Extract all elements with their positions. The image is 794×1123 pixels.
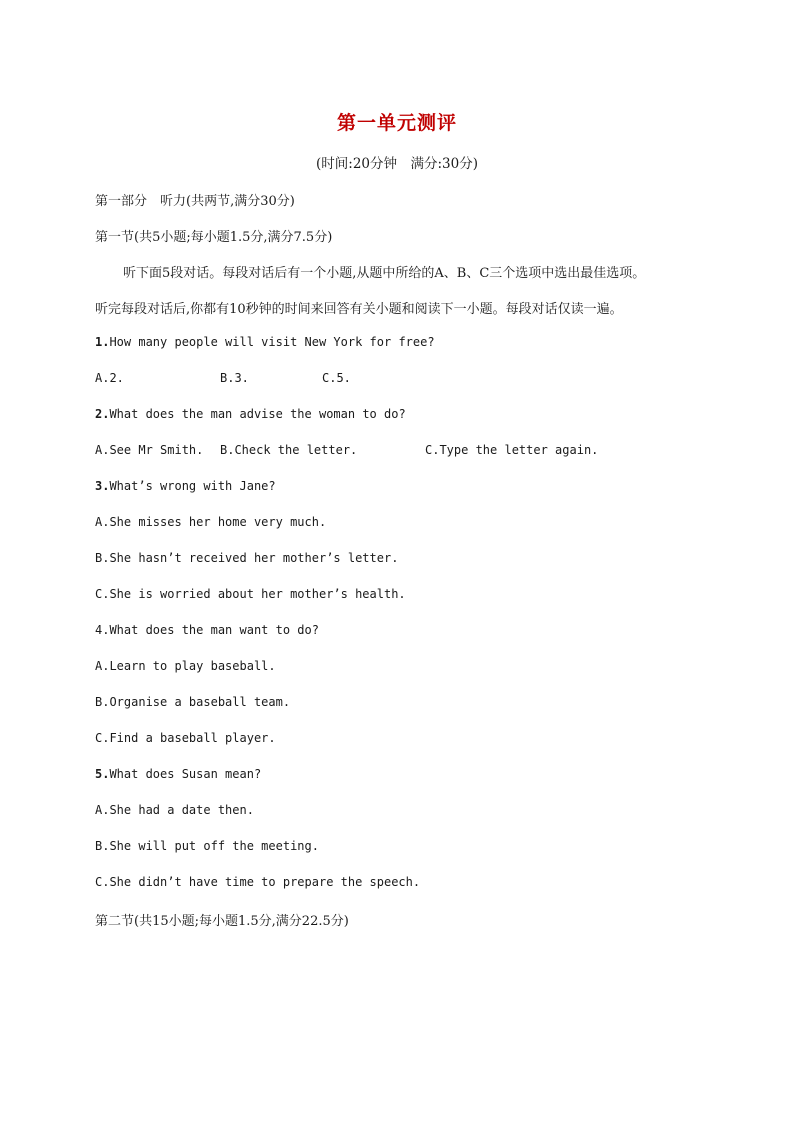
section2-heading: 第二节(共15小题;每小题1.5分,满分22.5分)	[95, 914, 349, 929]
page-title: 第一单元测评	[336, 112, 457, 134]
option-c: C.Type the letter again.	[425, 443, 599, 457]
question-text: What does the man want to do?	[109, 623, 319, 637]
question-number: 2.	[95, 407, 110, 421]
question-number: 5.	[95, 767, 110, 781]
option-c: C.5.	[322, 371, 351, 385]
question-text: What’s wrong with Jane?	[109, 479, 276, 493]
option-b: B.Check the letter.	[220, 443, 358, 457]
option-a: A.She had a date then.	[95, 803, 254, 817]
question-4	[95, 623, 319, 637]
question-number: 4.	[95, 623, 110, 637]
question-5	[95, 767, 261, 781]
option-a: A.She misses her home very much.	[95, 515, 327, 529]
question-number: 3.	[95, 479, 110, 493]
instruction-line-2: 听完每段对话后,你都有10秒钟的时间来回答有关小题和阅读下一小题。每段对话仅读一遍。	[95, 302, 623, 317]
option-b: B.3.	[220, 371, 249, 385]
instruction-line-1: 听下面5段对话。每段对话后有一个小题,从题中所给的A、B、C三个选项中选出最佳选项。	[123, 266, 646, 281]
option-a: A.See Mr Smith.	[95, 443, 204, 457]
option-a: A.Learn to play baseball.	[95, 659, 276, 673]
section1-heading: 第一节(共5小题;每小题1.5分,满分7.5分)	[95, 230, 333, 245]
question-text: How many people will visit New York for free?	[109, 335, 435, 349]
option-b: B.She will put off the meeting.	[95, 839, 319, 853]
part1-heading: 第一部分 听力(共两节,满分30分)	[95, 194, 295, 209]
question-2	[95, 407, 406, 421]
question-text: What does Susan mean?	[109, 767, 262, 781]
question-3	[95, 479, 276, 493]
option-b: B.She hasn’t received her mother’s letter.	[95, 551, 399, 565]
question-1	[95, 335, 435, 349]
exam-info: (时间:20分钟 满分:30分)	[316, 156, 478, 172]
option-b: B.Organise a baseball team.	[95, 695, 291, 709]
option-c: C.She didn’t have time to prepare the speech.	[95, 875, 421, 889]
option-a: A.2.	[95, 371, 124, 385]
question-text: What does the man advise the woman to do?	[109, 407, 406, 421]
option-c: C.Find a baseball player.	[95, 731, 276, 745]
option-c: C.She is worried about her mother’s health.	[95, 587, 406, 601]
question-number: 1.	[95, 335, 110, 349]
